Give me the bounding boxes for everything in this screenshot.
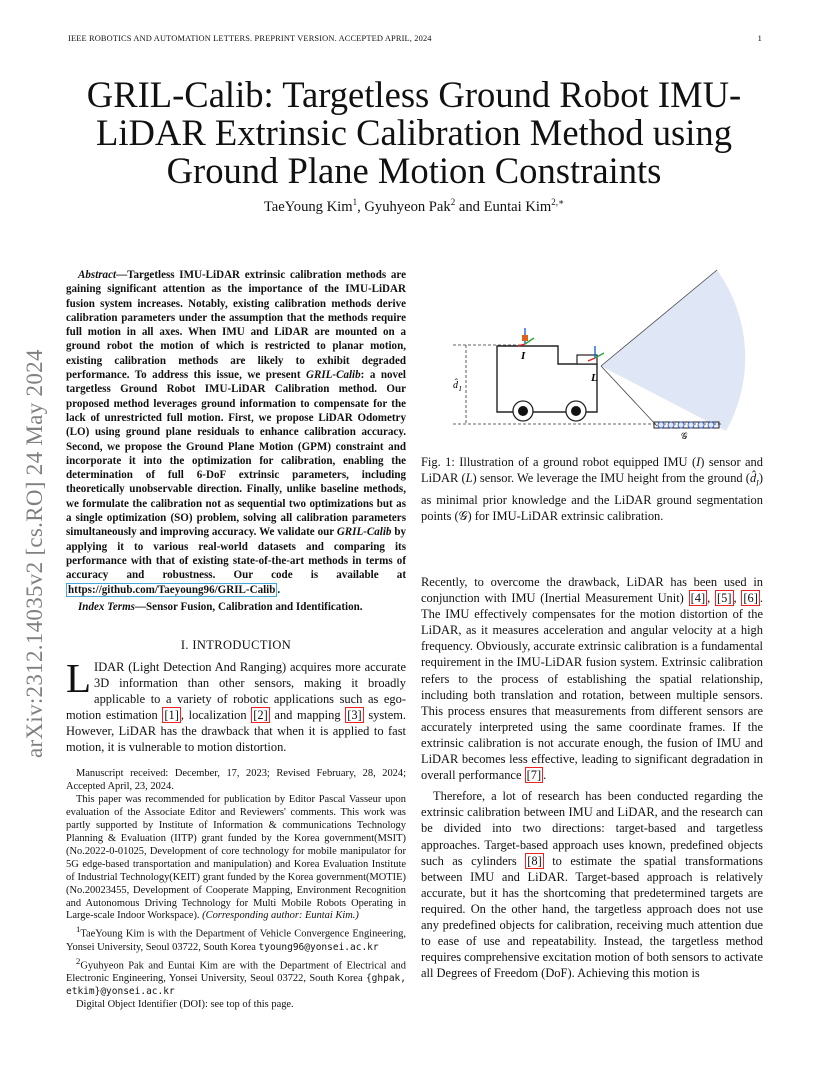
citation-link[interactable]: [4] bbox=[690, 591, 706, 606]
introduction-paragraph bbox=[66, 655, 407, 756]
caption-text: ) sensor. We leverage the IMU height from the ground ( bbox=[472, 471, 750, 486]
email-address: tyoung96@yonsei.ac.kr bbox=[258, 941, 379, 953]
author-name: Gyuhyeon Pak bbox=[364, 198, 451, 215]
footnote: Manuscript received: December, 17, 2023; Revised February, 28, 2024; Accepted April, 23, 2024. bbox=[66, 768, 406, 792]
page-number: 1 bbox=[757, 34, 762, 43]
body-text: . bbox=[543, 768, 547, 783]
ground-points bbox=[654, 422, 719, 428]
footnotes bbox=[66, 768, 406, 1012]
wheel-hub bbox=[518, 406, 528, 416]
index-terms-text: —Sensor Fusion, Calibration and Identification. bbox=[134, 601, 363, 613]
body-text: Therefore, a lot of research has been conducted regarding the extrinsic calibration between IMU and LiDAR, and the research can be divided into two directions: target-based and targetless approaches. Target-based approach uses known, predefined objects such as cylinders bbox=[421, 789, 763, 868]
height-label-subscript: I bbox=[459, 385, 462, 393]
ground-label: 𝒢 bbox=[681, 432, 688, 441]
imu-label: I bbox=[521, 350, 526, 362]
abstract-text: by applying it to various real-world datasets and comparing its performance with that of existing state-of-the-art methods in terms of accuracy and robustness. Our code is available at bbox=[66, 526, 406, 582]
caption-symbol: d̂ bbox=[749, 471, 757, 486]
running-head-text: IEEE ROBOTICS AND AUTOMATION LETTERS. PREPRINT VERSION. ACCEPTED APRIL, 2024 bbox=[68, 34, 432, 43]
section-heading: I. INTRODUCTION bbox=[180, 638, 292, 652]
footnote-text: TaeYoung Kim is with the Department of Vehicle Convergence Engineering, Yonsei University, Seoul 03722, South Korea bbox=[66, 928, 406, 953]
figure-caption bbox=[421, 454, 763, 524]
caption-text: ) for IMU-LiDAR extrinsic calibration. bbox=[467, 508, 664, 523]
citation-link[interactable]: [2] bbox=[253, 708, 268, 723]
footnote bbox=[66, 794, 406, 924]
right-column-body bbox=[421, 574, 763, 981]
footnote-text: Gyuhyeon Pak and Euntai Kim are with the Department of Electrical and Electronic Engineering, Yonsei University, Seoul 03722, South Korea bbox=[66, 960, 406, 985]
code-link[interactable]: https://github.com/Taeyoung96/GRIL-Calib bbox=[68, 583, 276, 596]
caption-subscript: I bbox=[756, 478, 759, 488]
caption-symbol: 𝒢 bbox=[458, 508, 468, 523]
abstract-label: Abstract bbox=[78, 269, 117, 281]
citation-link[interactable]: [6] bbox=[743, 591, 758, 606]
citation-link[interactable]: [3] bbox=[347, 708, 362, 723]
imu-frame-icon bbox=[518, 328, 534, 346]
drop-cap: L bbox=[66, 655, 92, 701]
method-name: GRIL-Calib bbox=[336, 526, 392, 539]
author-separator: , bbox=[357, 198, 365, 215]
caption-symbol: L bbox=[465, 471, 473, 486]
index-terms bbox=[66, 600, 406, 614]
body-text: Recently, to overcome the drawback, LiDAR has been used in conjunction with IMU (Inertial Measurement Unit) bbox=[421, 575, 763, 606]
email-address: {ghpak, etkim}@yonsei.ac.kr bbox=[66, 973, 406, 998]
abstract-text: : a novel targetless Ground Robot IMU-LiDAR Calibration method. Our proposed method leverages ground information to compensate for the lack of unrestricted full motion. First, we propose LiDAR Odometry (LO) using ground plane residuals to enhance calibration accuracy. Second, we propose the Ground Plane Motion (GPM) constraint and incorporate it into the optimization for calibration, enabling the determination of full 6-DoF extrinsic parameters, including theoretically unobservable direction. Finally, unlike baseline methods, we formulate the calibration not as sequential two optimizations but as a single optimization (SO) problem, solving all calibration parameters simultaneously and improving accuracy. We validate our bbox=[66, 369, 407, 539]
paper-title: GRIL-Calib: Targetless Ground Robot IMU-LiDAR Extrinsic Calibration Method using Ground Plane Motion Constraints bbox=[86, 74, 742, 191]
body-text: IDAR (Light Detection And Ranging) acquires more accurate 3D information than other sensors, making it broadly applicable to a variety of robotic applications such as ego-motion estimation bbox=[66, 660, 406, 723]
abstract bbox=[66, 268, 406, 597]
caption-symbol: I bbox=[696, 455, 701, 469]
author-separator: and bbox=[455, 198, 484, 215]
footnote: Digital Object Identifier (DOI): see top of this page. bbox=[76, 999, 294, 1011]
affiliation-mark: 1 bbox=[76, 924, 81, 935]
body-paragraph bbox=[421, 574, 763, 783]
affiliation-mark: 1 bbox=[352, 197, 358, 207]
running-header bbox=[68, 34, 762, 43]
caption-text: ) sensor and LiDAR ( bbox=[421, 455, 763, 486]
affiliation-mark: 2 bbox=[76, 955, 81, 966]
affiliation-mark: 2 bbox=[450, 197, 456, 207]
wheel-hub bbox=[571, 406, 581, 416]
footnote-text: This paper was recommended for publication by Editor Pascal Vasseur upon evaluation of the Associate Editor and Reviewers' comments. This work was partly supported by Institute of Information & communications Technology Planning & Evaluation (IITP) grant funded by the Korea government(MSIT) (No.2022-0-01025, Development of core technology for mobile manipulator for 5G edge-based transportation and manipulation) and Korea Evaluation Institute of Industrial Technology(KEIT) grant funded by the Korea government(MOTIE) (No.20023455, Development of Cooperate Mapping, Environment Recognition and Autonomous Driving Technology for Multi Mobile Robots Operating in Large-scale Indoor Workspace). bbox=[66, 793, 406, 922]
body-text: and mapping bbox=[269, 708, 346, 723]
corresponding-author: (Corresponding author: Euntai Kim.) bbox=[202, 910, 359, 922]
body-text: system. However, LiDAR has the drawback that when it is applied to fast motion, it is vulnerable to motion distortion. bbox=[66, 708, 407, 755]
caption-text: ) as minimal prior knowledge and the LiDAR ground segmentation points ( bbox=[421, 471, 763, 523]
index-terms-label: Index Terms bbox=[78, 601, 135, 613]
lidar-mount bbox=[577, 355, 597, 364]
abstract-text: . bbox=[277, 583, 281, 596]
body-text: , localization bbox=[180, 708, 252, 723]
lidar-fov-area bbox=[601, 270, 745, 431]
arxiv-watermark: arXiv:2312.14035v2 [cs.RO] 24 May 2024 bbox=[22, 349, 47, 758]
body-text: . The IMU effectively compensates for the motion distortion of the LiDAR, as it measures acceleration and angular velocity at a high frequency. Obviously, accurate extrinsic calibration is a fundamental requirement in the IMU-LiDAR fusion system. Extrinsic calibration refers to the process of establishing the spatial relationship, including both translation and rotation, between multiple sensors. This process ensures that measurements from different sensors are accurately interpreted using the same coordinate frames. If the extrinsic calibration is not accurate enough, the fusion of IMU and LiDAR becomes less effective, leading to significant degradation in overall performance bbox=[421, 591, 763, 783]
body-text: , bbox=[707, 591, 715, 606]
author-name: TaeYoung Kim bbox=[263, 198, 353, 215]
method-name: GRIL-Calib bbox=[306, 369, 361, 382]
citation-link[interactable]: [8] bbox=[527, 853, 542, 868]
body-text: to estimate the spatial transformations between IMU and LiDAR. Target-based approach is relatively accurate, but it has the shortcoming that predetermined targets are required. On the other hand, the targetless approach does not use any predefined objects for calibration, receiving much attention due to ease of use and repeatability. Instead, the targetless method requires comprehensive excitation motion of both sensors to activate all Degrees of Freedom (DoF). Achieving this motion is bbox=[421, 853, 764, 981]
lidar-label: L bbox=[591, 372, 598, 384]
body-paragraph bbox=[421, 788, 763, 981]
body-text: , bbox=[733, 591, 742, 606]
abstract-text: —Targetless IMU-LiDAR extrinsic calibration methods are gaining significant attention as the importance of the IMU-LiDAR fusion system increases. Notably, existing calibration methods derive calibration parameters under the assumption that the methods require full motion in all axes. When IMU and LiDAR are mounted on a ground robot the motion of which is restricted to planar motion, existing calibration methods are likely to exhibit degraded performance. To address this issue, we present bbox=[66, 269, 406, 382]
affiliation-mark: 2,∗ bbox=[551, 197, 565, 207]
author-list bbox=[0, 197, 828, 216]
footnote bbox=[66, 923, 406, 954]
footnote bbox=[66, 955, 406, 999]
citation-link[interactable]: [1] bbox=[164, 708, 179, 723]
citation-link[interactable]: [5] bbox=[716, 591, 732, 606]
height-label: d̂ bbox=[453, 380, 458, 391]
citation-link[interactable]: [7] bbox=[526, 768, 542, 783]
caption-text: Fig. 1: Illustration of a ground robot equipped IMU ( bbox=[421, 455, 697, 469]
figure-robot-illustration bbox=[421, 266, 763, 441]
author-name: Euntai Kim bbox=[483, 198, 552, 215]
